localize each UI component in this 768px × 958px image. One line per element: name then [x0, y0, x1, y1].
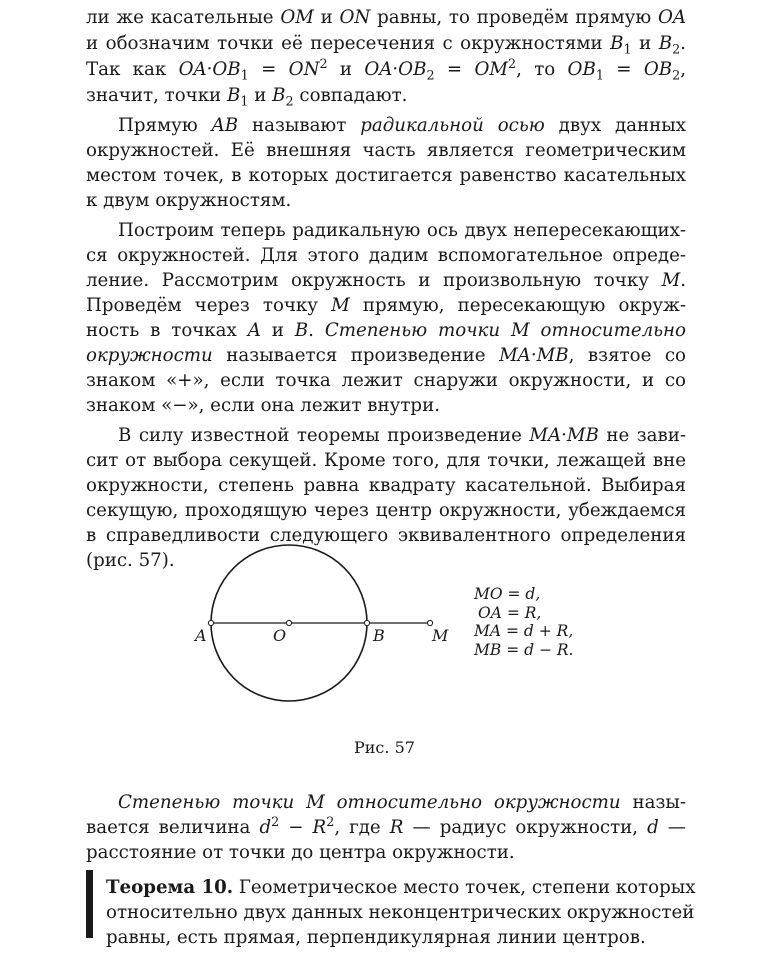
p2-line3: местом точек, в которых достигается равенство касательных [86, 165, 686, 186]
p4-line2: сит от выбора секущей. Кроме того, для точки, лежащей вне [86, 450, 686, 471]
p3-line8: знаком «−», если она лежит внутри. [86, 395, 440, 416]
figure-formulas [474, 585, 573, 659]
p3-line2: ся окружностей. Для этого дадим вспомогательное опреде- [86, 245, 686, 266]
point-A [208, 620, 213, 625]
p3-line7: знаком «+», если точка лежит снаружи окружности, и со [86, 370, 686, 391]
p3-line4: Проведём через точку M прямую, пересекающую окруж- [86, 295, 686, 316]
p1-line4: значит, точки $B_1$ и $B_2$ совпадают. [86, 85, 408, 110]
p4-line3: окружности, степень равна квадрату касательной. Выбирая [86, 475, 686, 496]
theorem-line1: Теорема 10. Геометрическое место точек, степени которых [106, 877, 696, 898]
point-B [364, 620, 369, 625]
theorem-line2: относительно двух данных неконцентрических окружностей [106, 902, 695, 923]
p4-line5: в справедливости следующего эквивалентного определения [86, 525, 686, 546]
formula-mo: MO = d, [474, 585, 541, 603]
p5-line3: расстояние от точки до центра окружности. [86, 842, 515, 863]
formula-mb: MB = d − R. [474, 640, 574, 659]
p1-line2: и обозначим точки её пересечения с окружностями $B_1$ и $B_2$. [86, 33, 687, 58]
label-O: O [273, 626, 287, 645]
p1-line1: ли же касательные OM и ON равны, то проведём прямую OA [86, 7, 686, 28]
point-M [427, 620, 432, 625]
formula-ma: MA = d + R, [474, 622, 574, 640]
theorem-line3: равны, есть прямая, перпендикулярная линии центров. [106, 927, 646, 948]
theorem-bar [86, 870, 93, 938]
theorem-label: Теорема 10. [106, 877, 234, 898]
p3-line6: окружности называется произведение MA·MB, взятое со [86, 345, 687, 366]
p3-line1: Построим теперь радикальную ось двух непересекающих- [118, 220, 686, 241]
p4-line4: секущую, проходящую через центр окружности, убеждаемся [86, 500, 686, 521]
p5-line1: Степенью точки M относительно окружности назы- [118, 792, 687, 813]
p2-line1: Прямую AB называют радикальной осью двух данных [118, 115, 686, 136]
label-A: A [195, 626, 207, 645]
p3-line3: ление. Рассмотрим окружность и произвольную точку M. [86, 270, 686, 291]
point-O [286, 620, 291, 625]
p4-line1: В силу известной теоремы произведение MA·MB не зави- [118, 425, 687, 446]
p2-line2: окружностей. Её внешняя часть является геометрическим [86, 140, 686, 161]
label-M: M [432, 626, 449, 645]
p1-line3: Так как $OA\cdot OB_1 = ON^2$ и $OA\cdot OB_2 = OM^2$, то $OB_1 = OB_2$, [86, 56, 686, 84]
label-B: B [373, 626, 385, 645]
formula-oa: OA = R, [478, 603, 542, 622]
p4-line6: (рис. 57). [86, 550, 175, 571]
p2-line4: к двум окружностям. [86, 190, 292, 211]
figure-caption: Рис. 57 [354, 738, 415, 757]
p3-line5: ность в точках A и B. Степенью точки M относительно [86, 320, 686, 341]
p5-line2: вается величина $d^2 - R^2$, где R — радиус окружности, d — [86, 814, 686, 838]
